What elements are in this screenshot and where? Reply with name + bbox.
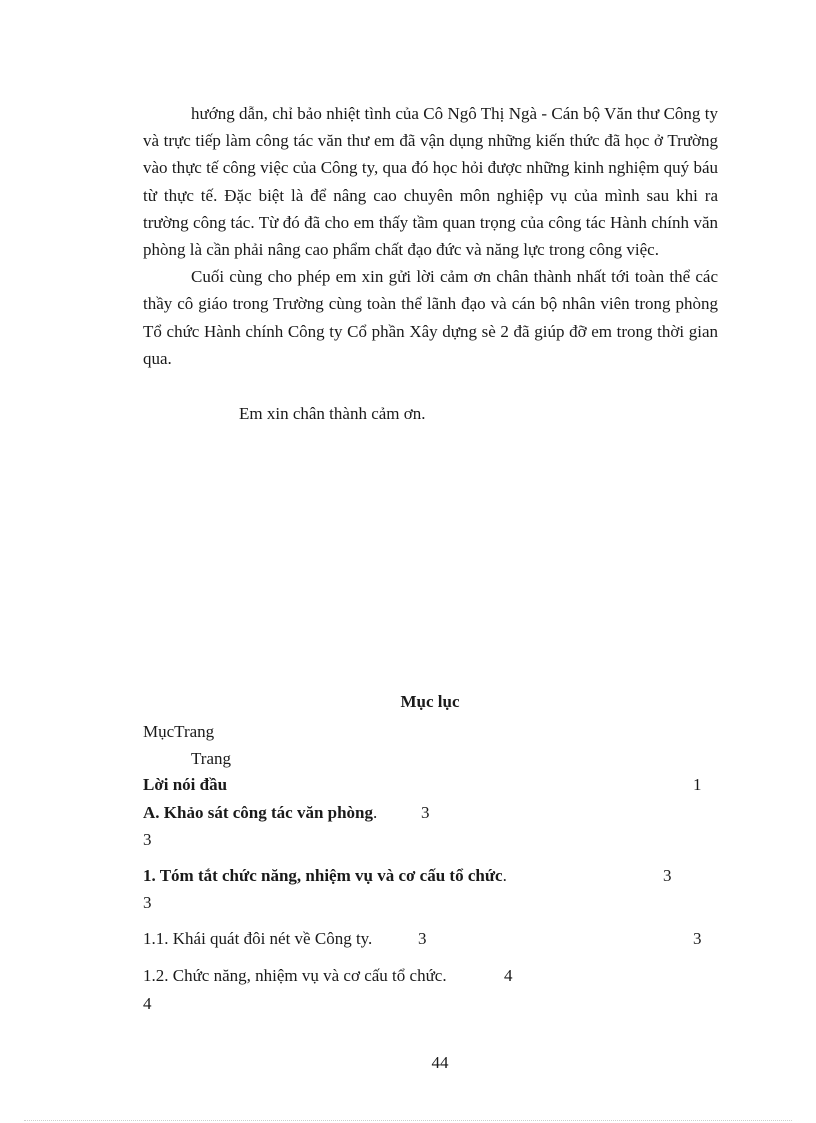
page-number: 44 <box>431 1053 449 1072</box>
toc-header <box>143 722 214 742</box>
paragraph-2: Cuối cùng cho phép em xin gửi lời cảm ơn chân thành nhất tới toàn thể các thầy cô giáo trong Trường cùng toàn thể lãnh đạo và cán bộ nhân viên trong phòng Tổ chức Hành chính Công ty Cổ phần Xây dựng sè 2 đã giúp đỡ em trong thời gian qua. <box>143 267 718 368</box>
toc-entry-page: 3 <box>663 866 672 885</box>
toc-entry-title: 1.1. Khái quát đôi nét về Công ty. <box>143 929 373 948</box>
body-text <box>143 100 718 372</box>
toc-entry <box>143 866 507 886</box>
paragraph-1: hướng dẫn, chỉ bảo nhiệt tình của Cô Ngô Thị Ngà - Cán bộ Văn thư Công ty và trực tiếp làm công tác văn thư em đã vận dụng những kiến thức đã học ở Trường vào thực tế công việc của Công ty, qua đó học hỏi được những kinh nghiệm quý báu từ thực tế. Đặc biệt là để nâng cao chuyên môn nghiệp vụ của mình sau khi ra trường công tác. Từ đó đã cho em thấy tầm quan trọng của công tác Hành chính văn phòng là cần phải nâng cao phẩm chất đạo đức và năng lực trong công việc. <box>143 104 718 260</box>
toc-header-muc: Mục <box>143 722 175 741</box>
toc-entry-page: 4 <box>504 966 513 985</box>
toc-header-trang: Trang <box>174 722 215 741</box>
toc-entry-punct: . <box>373 803 378 822</box>
toc-entry-title: 1. Tóm tắt chức năng, nhiệm vụ và cơ cấu tổ chức <box>143 866 503 885</box>
toc-entry-page-dup: 3 <box>693 929 702 948</box>
toc-entry-page: 1 <box>693 775 702 794</box>
toc-entry-title: 1.2. Chức năng, nhiệm vụ và cơ cấu tổ chức. <box>143 966 447 985</box>
toc-entry-page-dup: 3 <box>143 830 152 849</box>
toc-entry-page: 3 <box>418 929 427 948</box>
toc-title: Mục lục <box>400 692 460 711</box>
toc-entry-title: A. Khảo sát công tác văn phòng <box>143 803 374 822</box>
page-bottom-rule <box>24 1120 792 1121</box>
toc-entry-page-dup: 4 <box>143 994 152 1013</box>
toc-entry-punct: . <box>502 866 507 885</box>
toc-entry-title: Lời nói đầu <box>143 775 228 794</box>
toc-subheader-trang: Trang <box>191 749 231 768</box>
toc-entry-page: 3 <box>421 803 430 822</box>
toc-entry-page-dup: 3 <box>143 893 152 912</box>
toc-entry <box>143 803 377 823</box>
closing-line: Em xin chân thành cảm ơn. <box>239 404 426 423</box>
